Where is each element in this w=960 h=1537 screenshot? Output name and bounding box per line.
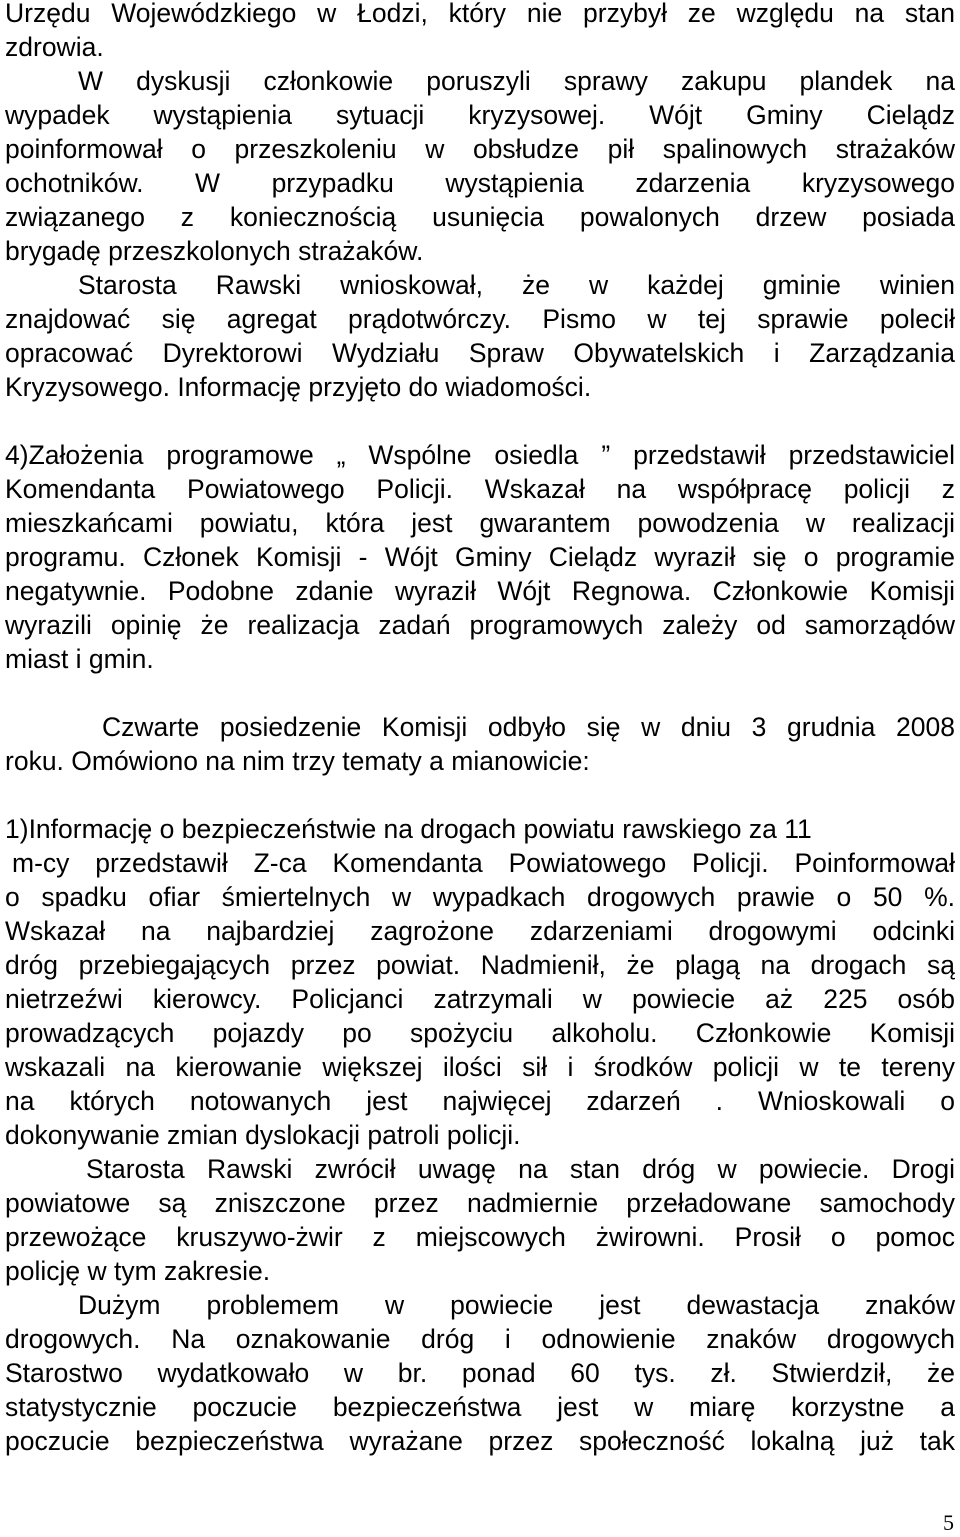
text-line: dokonywanie zmian dyslokacji patroli policji. [5,1120,521,1150]
text-line: powiatowe są zniszczone przez nadmiernie przeładowane samochody [5,1188,955,1218]
text-line: Czwarte posiedzenie Komisji odbyło się w dniu 3 grudnia 2008 [102,712,955,742]
text-line: znajdować się agregat prądotwórczy. Pismo w tej sprawie polecił [5,304,955,334]
text-line: Urzędu Wojewódzkiego w Łodzi, który nie przybył ze względu na stan [5,0,955,28]
text-line: policję w tym zakresie. [5,1256,271,1286]
text-line: miast i gmin. [5,644,154,674]
text-line: Starosta Rawski zwrócił uwagę na stan dróg w powiecie. Drogi [86,1154,955,1184]
text-line: 1)Informację o bezpieczeństwie na drogach powiatu rawskiego za 11 [5,814,812,844]
text-line: wypadek wystąpienia sytuacji kryzysowej. Wójt Gminy Cielądz [5,100,955,130]
text-line: opracować Dyrektorowi Wydziału Spraw Obywatelskich i Zarządzania [5,338,955,368]
text-line: nietrzeźwi kierowcy. Policjanci zatrzymali w powiecie aż 225 osób [5,984,955,1014]
text-line: Dużym problemem w powiecie jest dewastacja znaków [78,1290,955,1320]
text-line: prowadzących pojazdy po spożyciu alkoholu. Członkowie Komisji [5,1018,955,1048]
text-line: drogowych. Na oznakowanie dróg i odnowienie znaków drogowych [5,1324,955,1354]
text-line: przewożące kruszywo-żwir z miejscowych żwirowni. Prosił o pomoc [5,1222,955,1252]
text-line: 4)Założenia programowe „ Wspólne osiedla ” przedstawił przedstawiciel [5,440,955,470]
text-line: W dyskusji członkowie poruszyli sprawy zakupu plandek na [78,66,955,96]
text-line: związanego z koniecznością usunięcia powalonych drzew posiada [5,202,955,232]
text-line: statystycznie poczucie bezpieczeństwa jest w miarę korzystne a [5,1392,955,1422]
text-line: Wskazał na najbardziej zagrożone zdarzeniami drogowymi odcinki [5,916,955,946]
text-line: m-cy przedstawił Z-ca Komendanta Powiatowego Policji. Poinformował [12,848,955,878]
text-line: Kryzysowego. Informację przyjęto do wiadomości. [5,372,592,402]
text-line: Starostwo wydatkowało w br. ponad 60 tys. zł. Stwierdził, że [5,1358,955,1388]
text-line: mieszkańcami powiatu, która jest gwarantem powodzenia w realizacji [5,508,955,538]
text-line: dróg przebiegających przez powiat. Nadmienił, że plagą na drogach są [5,950,955,980]
text-line: poczucie bezpieczeństwa wyrażane przez społeczność lokalną już tak [5,1426,955,1456]
text-line: brygadę przeszkolonych strażaków. [5,236,424,266]
text-line: ochotników. W przypadku wystąpienia zdarzenia kryzysowego [5,168,955,198]
text-line: na których notowanych jest najwięcej zdarzeń . Wnioskowali o [5,1086,955,1116]
text-line: Starosta Rawski wnioskował, że w każdej gminie winien [78,270,955,300]
text-line: roku. Omówiono na nim trzy tematy a mianowicie: [5,746,590,776]
text-line: o spadku ofiar śmiertelnych w wypadkach drogowych prawie o 50 %. [5,882,955,912]
text-line: programu. Członek Komisji - Wójt Gminy Cielądz wyraził się o programie [5,542,955,572]
text-line: zdrowia. [5,32,104,62]
text-line: wskazali na kierowanie większej ilości sił i środków policji w te tereny [5,1052,955,1082]
text-line: wyrazili opinię że realizacja zadań programowych zależy od samorządów [5,610,955,640]
text-line: negatywnie. Podobne zdanie wyraził Wójt Regnowa. Członkowie Komisji [5,576,955,606]
text-line: Komendanta Powiatowego Policji. Wskazał na współpracę policji z [5,474,955,504]
page-number: 5 [943,1510,954,1535]
text-line: poinformował o przeszkoleniu w obsłudze pił spalinowych strażaków [5,134,955,164]
